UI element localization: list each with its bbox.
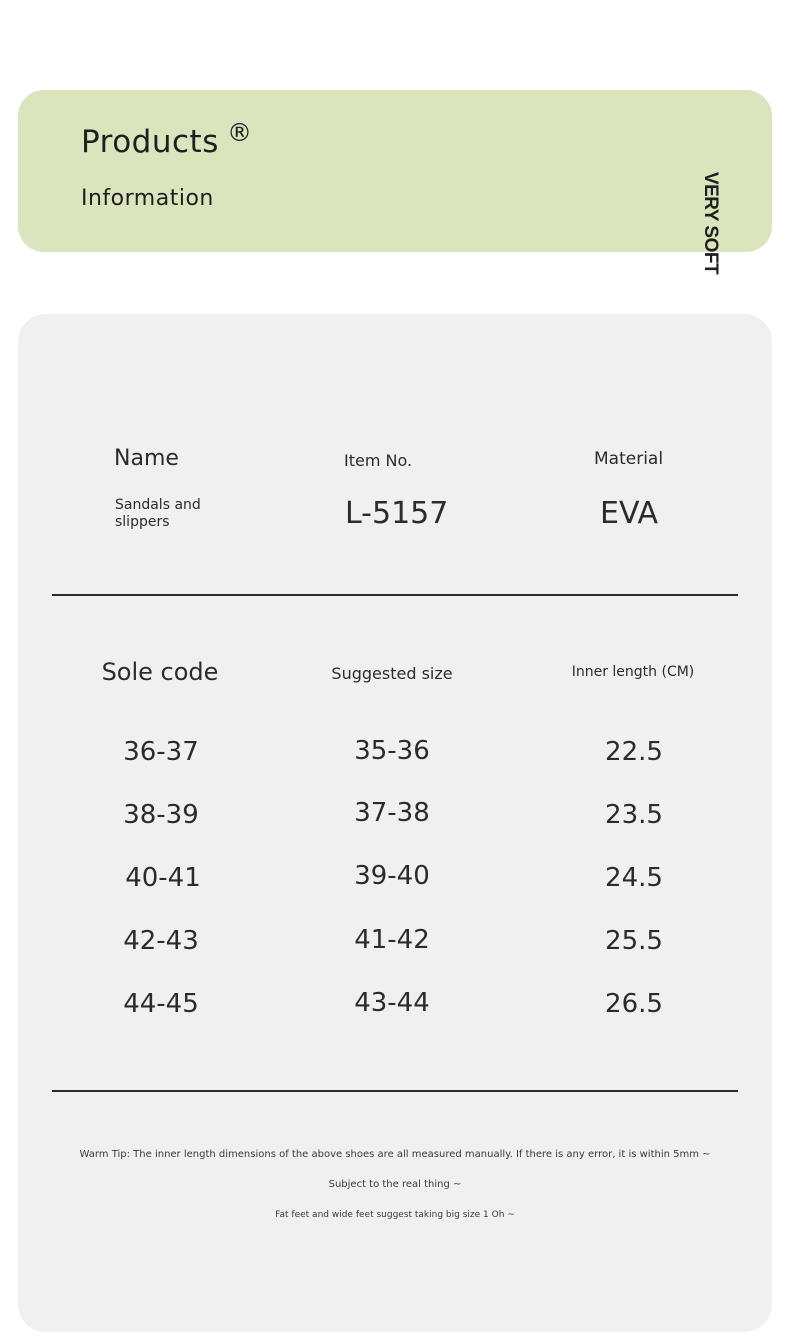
divider-top <box>52 594 738 596</box>
table-cell-inner-length: 23.5 <box>605 800 663 830</box>
table-cell-sole-code: 40-41 <box>125 863 201 893</box>
table-cell-sole-code: 44-45 <box>123 989 199 1019</box>
table-cell-inner-length: 26.5 <box>605 989 663 1019</box>
wide-feet-note: Fat feet and wide feet suggest taking big size 1 Oh ~ <box>275 1210 515 1220</box>
very-soft-label: VERY SOFT <box>700 171 721 275</box>
warm-tip-text: Warm Tip: The inner length dimensions of the above shoes are all measured manually. If there is any error, it is within 5mm ~ <box>79 1149 711 1160</box>
banner-title: Products <box>81 124 219 160</box>
item-no-value: L-5157 <box>345 496 449 531</box>
product-name-line-1: Sandals and <box>115 497 201 513</box>
suggested-size-header: Suggested size <box>331 664 453 683</box>
table-cell-suggested-size: 39-40 <box>354 861 430 891</box>
material-value: EVA <box>600 496 659 531</box>
inner-length-header: Inner length (CM) <box>571 664 695 680</box>
table-cell-suggested-size: 35-36 <box>354 736 430 766</box>
divider-bottom <box>52 1090 738 1092</box>
registered-mark-icon: ® <box>227 118 252 147</box>
table-cell-suggested-size: 41-42 <box>354 925 430 955</box>
table-cell-sole-code: 38-39 <box>123 800 199 830</box>
item-no-header: Item No. <box>344 451 413 470</box>
product-info-card <box>18 314 772 1332</box>
table-cell-inner-length: 24.5 <box>605 863 663 893</box>
table-cell-inner-length: 22.5 <box>605 737 663 767</box>
table-cell-suggested-size: 43-44 <box>354 988 430 1018</box>
product-name-value <box>115 497 201 531</box>
table-cell-inner-length: 25.5 <box>605 926 663 956</box>
product-name-line-2: slippers <box>115 514 170 530</box>
material-header: Material <box>594 449 664 469</box>
banner-subtitle: Information <box>81 186 214 211</box>
table-cell-suggested-size: 37-38 <box>354 798 430 828</box>
sole-code-header: Sole code <box>101 658 219 686</box>
name-header: Name <box>114 446 179 471</box>
table-cell-sole-code: 42-43 <box>123 926 199 956</box>
real-thing-note: Subject to the real thing ~ <box>328 1179 462 1190</box>
products-information-banner <box>18 90 772 275</box>
table-cell-sole-code: 36-37 <box>123 737 199 767</box>
